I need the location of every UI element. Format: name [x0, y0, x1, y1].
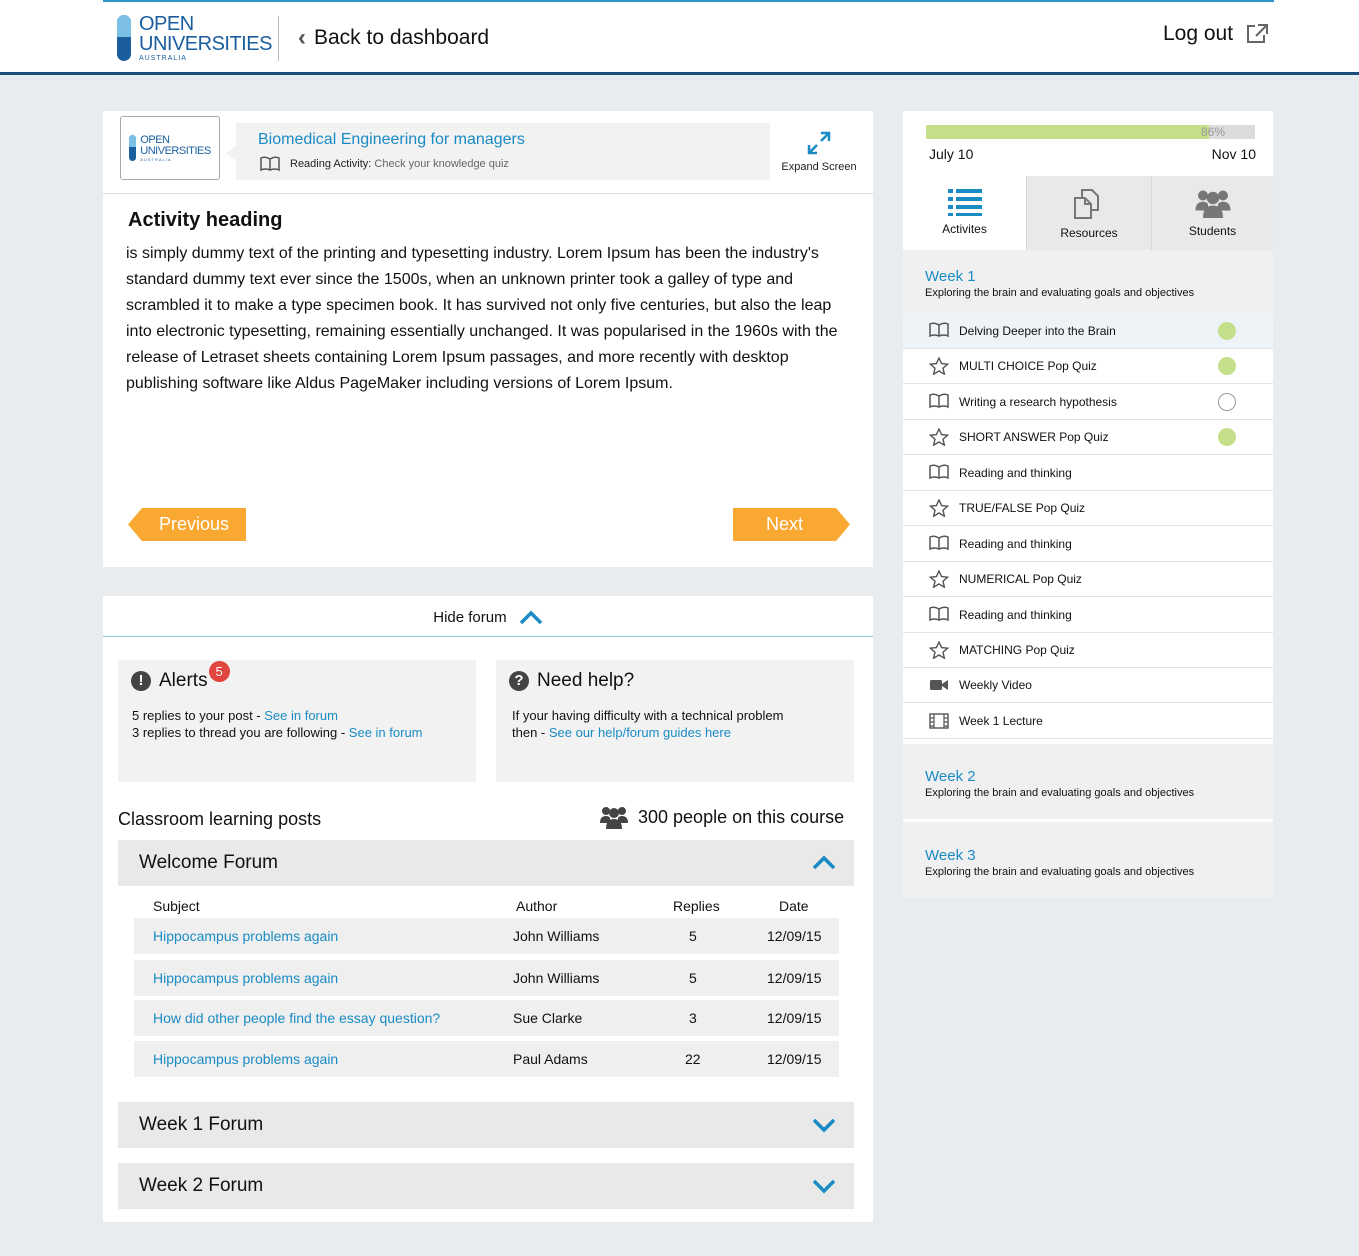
week-1-header[interactable]	[903, 268, 1273, 314]
post-author: John Williams	[513, 928, 600, 944]
table-row[interactable]	[134, 918, 839, 954]
activity-item-label: Writing a research hypothesis	[959, 395, 1117, 409]
activity-heading: Activity heading	[128, 209, 283, 231]
header-divider	[278, 16, 279, 61]
help-label: Need help?	[537, 670, 635, 691]
chevron-down-icon	[812, 1115, 836, 1133]
post-date: 12/09/15	[767, 1051, 822, 1067]
column-subject: Subject	[153, 898, 200, 914]
activity-item[interactable]	[903, 598, 1273, 633]
help-guides-link[interactable]: See our help/forum guides here	[548, 725, 731, 740]
documents-icon	[1072, 188, 1106, 220]
help-line-1: If your having difficulty with a technical problem	[512, 708, 784, 723]
alerts-title	[131, 663, 230, 692]
course-title[interactable]: Biomedical Engineering for managers	[258, 131, 525, 148]
help-line-2	[512, 725, 731, 740]
completed-status-icon	[1218, 357, 1236, 375]
activity-type: Reading Activity:	[290, 158, 372, 170]
logo-line-3: AUSTRALIA	[139, 55, 187, 62]
week-2-description: Exploring the brain and evaluating goals and objectives	[925, 787, 1195, 799]
top-bar	[0, 0, 1359, 75]
post-replies: 3	[689, 1010, 697, 1026]
alert-text-1: 5 replies to your post -	[132, 708, 265, 723]
column-author: Author	[516, 898, 558, 914]
post-replies: 5	[689, 928, 697, 944]
chevron-down-icon	[812, 1176, 836, 1194]
activity-item[interactable]	[903, 420, 1273, 455]
post-author: John Williams	[513, 970, 600, 986]
group-icon	[600, 805, 628, 829]
week-3-title[interactable]: Week 3	[925, 847, 976, 864]
help-box	[496, 660, 854, 782]
logo-line-2: UNIVERSITIES	[140, 144, 211, 157]
expand-screen-button[interactable]	[779, 131, 859, 173]
logout-label: Log out	[1163, 22, 1234, 45]
table-row[interactable]	[134, 1000, 839, 1036]
activity-item[interactable]	[903, 668, 1273, 703]
activity-item-label: Delving Deeper into the Brain	[959, 324, 1116, 338]
previous-button[interactable]	[128, 508, 246, 541]
film-icon	[929, 712, 949, 730]
group-icon	[1195, 188, 1231, 218]
book-icon	[929, 535, 949, 553]
expand-label: Expand Screen	[781, 161, 857, 173]
post-subject[interactable]: Hippocampus problems again	[153, 928, 339, 944]
forum-card	[103, 596, 873, 1222]
book-icon	[929, 464, 949, 482]
activity-item-label: Reading and thinking	[959, 537, 1072, 551]
see-in-forum-link-1[interactable]: See in forum	[264, 708, 338, 723]
post-author: Sue Clarke	[513, 1010, 583, 1026]
logo-mark-icon	[117, 15, 131, 61]
alerts-label: Alerts	[159, 670, 208, 691]
activity-card	[103, 111, 873, 567]
star-icon	[929, 641, 949, 659]
logout-button[interactable]	[1163, 22, 1269, 46]
progress-end-date: Nov 10	[1211, 146, 1256, 162]
post-subject[interactable]: Hippocampus problems again	[153, 1051, 339, 1067]
logo-line-2: UNIVERSITIES	[139, 33, 272, 55]
tab-students-label: Students	[1188, 224, 1237, 238]
activity-item-label: Weekly Video	[959, 678, 1032, 692]
post-date: 12/09/15	[767, 970, 822, 986]
course-progress	[903, 111, 1273, 176]
welcome-forum-label: Welcome Forum	[139, 852, 279, 873]
activity-item-label: MULTI CHOICE Pop Quiz	[959, 359, 1097, 373]
post-date: 12/09/15	[767, 928, 822, 944]
post-replies: 22	[685, 1051, 701, 1067]
book-icon	[929, 393, 949, 411]
activity-item[interactable]	[903, 349, 1273, 384]
external-link-icon	[1245, 23, 1269, 45]
logo-mark-icon	[129, 135, 136, 161]
activity-item-label: Week 1 Lecture	[959, 714, 1043, 728]
progress-percent: 86%	[1200, 125, 1225, 139]
week1-forum-label: Week 1 Forum	[139, 1114, 264, 1135]
activity-name: Check your knowledge quiz	[374, 158, 509, 170]
activity-item[interactable]	[903, 562, 1273, 597]
week2-forum-label: Week 2 Forum	[139, 1175, 264, 1196]
table-row[interactable]	[134, 960, 839, 996]
welcome-forum-header[interactable]	[118, 840, 854, 886]
table-row[interactable]	[134, 1041, 839, 1077]
star-icon	[929, 499, 949, 517]
hide-forum-toggle[interactable]	[103, 596, 873, 637]
back-to-dashboard-link[interactable]	[298, 24, 489, 52]
activity-item-label: TRUE/FALSE Pop Quiz	[959, 501, 1086, 515]
back-label: Back to dashboard	[314, 26, 490, 49]
open-universities-logo[interactable]	[117, 14, 272, 62]
column-date: Date	[779, 898, 809, 914]
completed-status-icon	[1218, 428, 1236, 446]
book-icon	[929, 606, 949, 624]
activity-header	[103, 111, 873, 194]
tab-students[interactable]	[1151, 176, 1273, 250]
week2-forum-header[interactable]	[118, 1163, 854, 1209]
logo-line-1: OPEN	[140, 133, 170, 146]
activity-item-label: Reading and thinking	[959, 608, 1072, 622]
next-label: Next	[765, 514, 803, 534]
logo-line-3: AUSTRALIA	[140, 156, 172, 162]
help-title	[509, 670, 634, 692]
course-logo	[120, 116, 220, 180]
week-1-description: Exploring the brain and evaluating goals and objectives	[925, 287, 1195, 299]
post-replies: 5	[689, 970, 697, 986]
week-1-activity-list	[903, 314, 1273, 744]
alert-text-2: 3 replies to thread you are following -	[132, 725, 349, 740]
post-subject[interactable]: Hippocampus problems again	[153, 970, 339, 986]
week-3-description: Exploring the brain and evaluating goals and objectives	[925, 866, 1195, 878]
star-icon	[929, 428, 949, 446]
tab-resources-label: Resources	[1060, 226, 1118, 240]
next-button[interactable]	[733, 508, 850, 541]
progress-start-date: July 10	[929, 146, 974, 162]
week-separator	[903, 819, 1273, 822]
list-icon	[948, 188, 982, 216]
activity-subtitle	[260, 156, 509, 172]
activity-item[interactable]	[903, 314, 1273, 349]
column-replies: Replies	[673, 898, 720, 914]
activity-item[interactable]	[903, 385, 1273, 420]
people-count	[600, 805, 844, 829]
video-camera-icon	[929, 676, 949, 694]
tab-resources[interactable]	[1026, 176, 1151, 250]
exclamation-icon: !	[131, 671, 151, 691]
week-2-title[interactable]: Week 2	[925, 768, 976, 785]
alerts-box	[118, 660, 476, 782]
tab-activities-label: Activites	[942, 222, 987, 236]
activity-item-label: Reading and thinking	[959, 466, 1072, 480]
see-in-forum-link-2[interactable]: See in forum	[348, 725, 423, 740]
week-1-title[interactable]: Week 1	[925, 268, 976, 285]
activity-item[interactable]	[903, 491, 1273, 526]
people-label: 300 people on this course	[638, 806, 845, 827]
course-info	[236, 123, 770, 180]
progress-fill	[926, 125, 1209, 139]
chevron-up-icon	[519, 609, 543, 625]
chevron-left-icon: ‹	[298, 24, 306, 51]
week1-forum-header[interactable]	[118, 1102, 854, 1148]
previous-label: Previous	[158, 514, 230, 534]
help-text-2: then -	[512, 725, 549, 740]
expand-icon	[807, 131, 831, 155]
progress-bar	[926, 125, 1255, 139]
book-icon	[929, 322, 949, 340]
course-sidebar	[903, 111, 1273, 898]
activity-item[interactable]	[903, 456, 1273, 491]
activity-item[interactable]	[903, 704, 1273, 739]
sidebar-tabs	[903, 176, 1273, 250]
alert-line-1	[132, 708, 338, 723]
activity-item[interactable]	[903, 633, 1273, 668]
book-icon	[260, 156, 280, 172]
alert-line-2	[132, 725, 423, 740]
completed-status-icon	[1218, 322, 1236, 340]
star-icon	[929, 357, 949, 375]
post-date: 12/09/15	[767, 1010, 822, 1026]
activity-item-label: MATCHING Pop Quiz	[959, 643, 1075, 657]
star-icon	[929, 570, 949, 588]
activity-body: is simply dummy text of the printing and typesetting industry. Lorem Ipsum has been the industry's standard dummy text ever since the 1500s, when an unknown printer took a galley of type and scrambled it to make a type specimen book. It has survived not only five centuries, but also the leap into electronic typesetting, remaining essentially unchanged. It was popularised in the 1960s with the release of Letraset sheets containing Lorem Ipsum passages, and more recently with desktop publishing software like Aldus PageMaker including versions of Lorem Ipsum.	[126, 245, 838, 392]
activity-item-label: NUMERICAL Pop Quiz	[959, 572, 1082, 586]
activity-item-label: SHORT ANSWER Pop Quiz	[959, 430, 1109, 444]
post-subject[interactable]: How did other people find the essay question?	[153, 1010, 441, 1026]
post-author: Paul Adams	[513, 1051, 588, 1067]
posts-title: Classroom learning posts	[118, 809, 322, 829]
activity-item[interactable]	[903, 527, 1273, 562]
chevron-up-icon	[812, 853, 836, 871]
hide-forum-label: Hide forum	[433, 609, 507, 626]
tab-activities[interactable]	[903, 176, 1026, 250]
question-icon: ?	[509, 671, 529, 691]
incomplete-status-icon	[1218, 393, 1236, 411]
alerts-count-badge: 5	[209, 661, 230, 682]
logo-line-1: OPEN	[139, 13, 194, 35]
